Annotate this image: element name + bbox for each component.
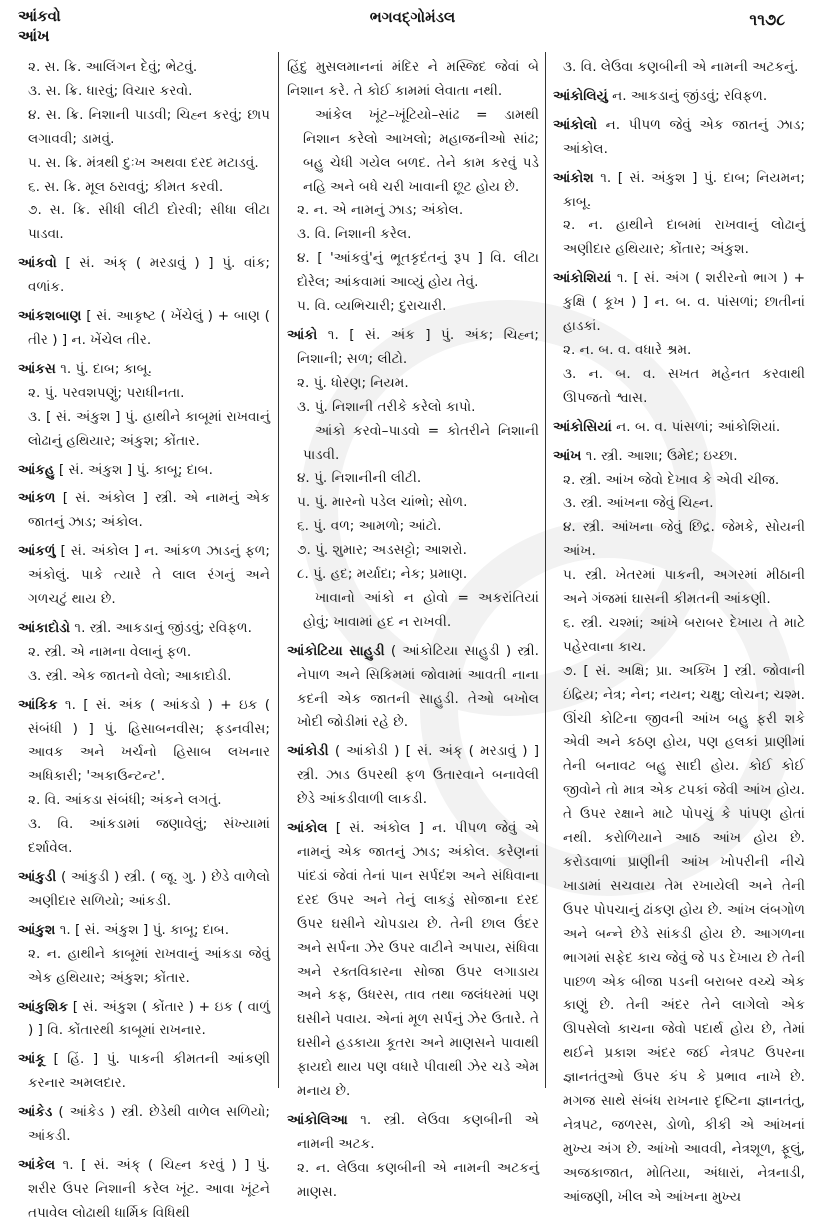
definition-text: ૪. સ્ત્રી. આંખના જેવું છિદ્ર. જેમકે, સોયની આંખ. xyxy=(563,519,805,560)
entry-sense xyxy=(287,247,539,295)
dictionary-entry xyxy=(18,996,270,1044)
headword: આંકૂ xyxy=(18,1051,45,1068)
definition-text: ૨. પું. ધોરણ; નિયમ. xyxy=(297,374,409,391)
definition-text: ( આંકુડી ) સ્ત્રી. ( જૂ. ગુ. ) છેડે વાળેલો અણીદાર સળિયો; આંકડી. xyxy=(28,869,270,909)
headword: આંકોલ xyxy=(287,820,328,837)
definition-text: ૨. સ્ત્રી. આંખ જેવો દેખાવ કે એવી ચીજ. xyxy=(563,471,780,488)
headword: આંકોટિયા સાહુડી xyxy=(287,642,385,659)
entry-sense xyxy=(287,1157,539,1205)
definition-text: [ સં. આકૃષ્ટ ( ખેંચેલું ) + બાણ ( તીર ) ] ન. ખેંચેલ તીર. xyxy=(28,308,270,348)
headword: આંકિક xyxy=(18,696,58,713)
entry-continuation xyxy=(287,56,539,104)
definition-text: ૨. સ્ત્રી. એ નામના વેલાનું ફળ. xyxy=(28,643,192,660)
definition-text: ૪. [ 'આંકવું'નું ભૂતકૃદંતનું રૂપ ] વિ. લીટા દોરેલ; આંકવામાં આવ્યું હોય તેવું. xyxy=(297,250,539,291)
headword: આંકેડ xyxy=(18,1104,53,1121)
entry-sense xyxy=(18,56,270,80)
dictionary-entry xyxy=(553,267,805,339)
guide-word-first: આંકવો xyxy=(18,7,61,25)
definition-text: ૧. [ સં. અંકુશ ] પું. કાબૂ; દાબ. xyxy=(59,921,230,938)
definition-text: ન. પીપળ જેવું એક જાતનું ઝાડ; આંકોલ. xyxy=(563,116,805,157)
definition-text: ૩. વિ. લેઉવા કણબીની એ નામની અટકનું. xyxy=(563,59,799,75)
dictionary-entry xyxy=(18,540,270,612)
definition-text: ૨. ન. હાથીને દાબમાં રાખવાનું લોઢાનું અણીદાર હથિયાર; કોંતાર; અંકુશ. xyxy=(563,217,805,258)
entry-sense xyxy=(553,564,805,612)
dictionary-entry xyxy=(553,167,805,215)
dictionary-entry xyxy=(18,252,270,300)
definition-text: ૩. સ્ત્રી. એક જાતનો વેલો; આકાદોડી. xyxy=(28,667,232,684)
definition-text: ૧. [ સં. અંક ( આંકડો ) + ઇક ( સંબંધી ) ] પું. હિસાબનવીસ; ફડનવીસ; આવક અને ખર્ચનો હિસાબ લખનાર અધિકારી; 'અકાઉન્ટન્ટ'. xyxy=(28,696,270,785)
entry-sense xyxy=(18,176,270,200)
headword: આંકોલિઆ xyxy=(287,1111,348,1128)
definition-text: ૧. સ્ત્રી. આકડાનું જીંડવું; રવિફળ. xyxy=(74,619,252,636)
dictionary-entry xyxy=(287,740,539,812)
headword: આંખ xyxy=(553,447,582,464)
dictionary-entry xyxy=(18,305,270,353)
definition-text: આંકો કરવો–પાડવો = કોતરીને નિશાની પાડવી. xyxy=(303,422,539,463)
headword: આંકળ xyxy=(18,490,56,507)
column-3 xyxy=(553,56,805,1210)
entry-sense xyxy=(553,660,805,1210)
entry-sense xyxy=(287,199,539,223)
definition-text: ૧. [ સં. અંક્ ( ચિહ્ન કરવું ) ] પું. શરીર ઉપર નિશાની કરેલ ખૂંટ. આવા ખૂંટને તપાવેલ લોઢાથી ધાર્મિક વિધિથી xyxy=(28,1156,270,1221)
definition-text: [ સં. અંકોલ ] ન. આંકળ ઝાડનું ફળ; અંકોલું. પાકે ત્યારે તે લાલ રંગનું અને ગળચટું થાય છે. xyxy=(28,543,270,608)
definition-text: ન. આકડાનું જીંડવું; રવિફળ. xyxy=(612,87,768,104)
definition-text: આંકેલ ખૂંટ–ખૂંટિયો–સાંઢ = ડામથી નિશાન કરેલો આખલો; મહાજનીઓ સાંઢ; બહુ ચેધી ગયેલ બળદ. તેને કામ કરવું પડે નહિ અને બધે ચરી ખાવાની છૂટ હોય છે. xyxy=(303,106,539,195)
dictionary-entry xyxy=(18,694,270,790)
definition-text: ૩. સ. ક્રિ. ધારવું; વિચાર કરવો. xyxy=(28,82,193,99)
headword: આંકોશ xyxy=(553,169,594,186)
headword: આંકશબાણ xyxy=(18,308,82,325)
definition-text: ૪. સ. ક્રિ. નિશાની પાડવી; ચિહ્ન કરવું; છાપ લગાવવી; ડામવું. xyxy=(28,106,270,147)
dictionary-entry xyxy=(18,866,270,914)
dictionary-entry xyxy=(18,1101,270,1149)
entry-sense xyxy=(553,516,805,564)
entry-sense xyxy=(553,612,805,660)
entry-sense xyxy=(287,467,539,491)
definition-text: [ હિં. ] પું. પાકની કીમતની આંકણી કરનાર અમલદાર. xyxy=(28,1051,270,1092)
headword: આંકો xyxy=(287,326,318,343)
headword: આંકોલિયું xyxy=(553,87,608,104)
dictionary-entry xyxy=(287,817,539,1104)
definition-text: ૩. [ સં. અંકુશ ] પું. હાથીને કાબૂમાં રાખવાનું લોઢાનું હથિયાર; અંકુશ; કોંતાર. xyxy=(28,408,270,449)
definition-text: [ સં. અંકોલ ] સ્ત્રી. એ નામનું એક જાતનું ઝાડ; અંકોલ. xyxy=(28,490,270,531)
definition-text: ૨. વિ. આંકડા સંબંધી; અંકને લગતું. xyxy=(28,792,222,809)
idiom xyxy=(287,420,539,468)
column-1 xyxy=(18,56,270,1226)
entry-sense xyxy=(553,214,805,262)
definition-text: ન. બ. વ. પાંસળાં; આંકોશિયાં. xyxy=(616,418,781,435)
entry-sense xyxy=(287,295,539,319)
dictionary-entry xyxy=(287,324,539,372)
definition-text: [ સં. અંકુશ ] પું. કાબૂ; દાબ. xyxy=(58,461,213,478)
headword: આંકુશિક xyxy=(18,998,69,1015)
dictionary-entry xyxy=(18,919,270,943)
entry-sense xyxy=(287,223,539,247)
definition-text: ( આંકેડ ) સ્ત્રી. છેડેથી વાળેલ સળિયો; આંકડી. xyxy=(28,1104,270,1145)
entry-sense xyxy=(553,56,805,80)
dictionary-entry xyxy=(18,1154,270,1226)
dictionary-entry xyxy=(553,445,805,469)
definition-text: ૨. ન. બ. વ. વધારે શ્રમ. xyxy=(563,341,692,358)
definition-text: હિંદુ મુસલમાનનાં મંદિર ને મસ્જિદ જેવાં બે નિશાન કરે. તે કોઈ કામમાં લેવાતા નથી. xyxy=(287,59,539,99)
entry-sense xyxy=(18,80,270,104)
definition-text: ૩. પું. નિશાની તરીકે કરેલો કાપો. xyxy=(297,398,476,415)
entry-sense xyxy=(18,199,270,247)
dictionary-entry xyxy=(18,358,270,382)
definition-text: ૩. વિ. નિશાની કરેલ. xyxy=(297,226,412,243)
definition-text: ૩. વિ. આંકડામાં જણાવેલું; સંખ્યામાં દર્શાવેલ. xyxy=(28,816,270,857)
entry-sense xyxy=(287,491,539,515)
definition-text: [ સં. અંક્ ( મરડાવું ) ] પું. વાંક; વળાંક. xyxy=(28,255,270,296)
definition-text: ( આંકોડી ) [ સં. અંક્ ( મરડાવું ) ] સ્ત્રી. ઝાડ ઉપરથી ફળ ઉતારવાને બનાવેલી છેડે આંકડીવાળી લાકડી. xyxy=(297,743,539,808)
definition-text: ૧. [ સં. અંકુશ ] પું. દાબ; નિયમન; કાબૂ. xyxy=(563,169,805,210)
entry-sense xyxy=(18,641,270,665)
entry-sense xyxy=(553,492,805,516)
definition-text: ૧. સ્ત્રી. લેઉવા કણબીની એ નામની અટક. xyxy=(297,1111,539,1152)
headword: આંકુડી xyxy=(18,869,57,885)
headword: આંકુશ xyxy=(18,921,56,938)
definition-text: ૫. પું. મારનો પડેલ ચાંભો; સોળ. xyxy=(297,494,468,511)
definition-text: ૨. ન. લેઉવા કણબીની એ નામની અટકનું માણસ. xyxy=(297,1159,539,1200)
headword: આંકેલ xyxy=(18,1156,56,1173)
dictionary-entry xyxy=(287,1109,539,1157)
dictionary-entry xyxy=(18,459,270,483)
definition-text: ૫. સ્ત્રી. ખેતરમાં પાકની, અગરમાં મીઠાની અને ગંજમાં ઘાસની કીમતની આંકણી. xyxy=(563,567,805,608)
definition-text: ૭. [ સં. અક્ષિ; પ્રા. અક્ખિ ] સ્ત્રી. જોવાની ઇંદ્રિય; નેત્ર; નેન; નયન; ચક્ષુ; લોચન; ચશ્મ. ઊંચી કોટિના જીવની આંખ બહુ ફરી શકે એવી અને કઠણ હોય, પણ હલકાં પ્રાણીમાં તેની બનાવટ બહુ સાદી હોય. કોઈ કોઈ જીવોને તો માત્ર એક ટપકાં જેવી આંખ હોય. તે ઉપર રક્ષાને માટે પોપચું કે પાંપણ હોતાં નથી. કરોળિયાને આઠ આંખ હોય છે. કરોડવાળાં પ્રાણીની આંખ ખોપરીની નીચે ખાડામાં સચવાય તેમ રખાયેલી અને તેની ઉપર પોપચાનું ઢાંકણ હોય છે. આંખ લંબગોળ અને બન્ને છેડે સાંકડી હોય છે. આગળના ભાગમાં સફેદ કાચ જેવું જે પડ દેખાય છે તેની પાછળ એક બીજા પડની બરાબર વચ્ચે એક કાણું છે. તેની અંદર તેને લાગેલો એક ઊપસેલો કાચના જેવો પદાર્થ હોય છે, તેમાં થઈને પ્રકાશ અંદર જઈ નેત્રપટ ઉપરના જ્ઞાનતંતુઓ ઉપર કંપ કે પ્રભાવ નાખે છે. મગજ સાથે સંબંધ રાખનાર દૃષ્ટિના જ્ઞાનતંતુ, નેત્રપટ, જળરસ, ડોળો, કીકી એ આંખનાં મુખ્ય અંગ છે. આંખો આવવી, નેત્રશૂળ, ફૂલું, અજકાજાત, મોતિયા, અંધારાં, નેત્રનાડી, આંજણી, ખીલ એ આંખના મુખ્ય xyxy=(563,662,805,1205)
entry-sense xyxy=(18,406,270,454)
headword: આંકોસિયાં xyxy=(553,418,612,435)
definition-text: ૩. સ્ત્રી. આંખના જેવું ચિહ્ન. xyxy=(563,495,714,512)
entry-sense xyxy=(287,563,539,587)
headword: આંકહુ xyxy=(18,461,55,478)
headword: આંકાદોડો xyxy=(18,619,71,636)
definition-text: ૬. પું. વળ; આમળો; આંટો. xyxy=(297,518,442,535)
definition-text: ખાવાનો આંકો ન હોવો = અકરાંતિયાં હોવું; ખાવામાં હદ ન રાખવી. xyxy=(303,589,539,630)
page-number: ૧૧૭૮ xyxy=(749,10,785,29)
definition-text: ( આંકોટિયા સાહુડી ) સ્ત્રી. નેપાળ અને સિકિમમાં જોવામાં આવતી નાના કદની એક જાતની સાહુડી. તેઓ બખોલ ખોદી જોડીમાં રહે છે. xyxy=(297,642,539,731)
definition-text: ૫. વિ. વ્યભિચારી; દુરાચારી. xyxy=(297,298,447,315)
entry-sense xyxy=(553,469,805,493)
definition-text: ૭. સ. ક્રિ. સીધી લીટી દોરવી; સીધા લીટા પાડવા. xyxy=(28,202,270,243)
entry-sense xyxy=(18,104,270,152)
dictionary-entry xyxy=(553,114,805,162)
dictionary-entry xyxy=(18,487,270,535)
headword: આંકોડી xyxy=(287,743,329,760)
entry-sense xyxy=(18,943,270,991)
dictionary-entry xyxy=(553,416,805,440)
entry-sense xyxy=(553,363,805,411)
definition-text: ૨. પું. પરવશપણું; પરાધીનતા. xyxy=(28,384,185,401)
guide-word-last: આંખ xyxy=(18,27,50,45)
entry-sense xyxy=(553,339,805,363)
dictionary-entry xyxy=(553,85,805,109)
entry-sense xyxy=(18,152,270,176)
entry-sense xyxy=(287,396,539,420)
definition-text: ૨. ન. હાથીને કાબૂમાં રાખવાનું આંકડા જેવું એક હથિયાર; અંકુશ; કોંતાર. xyxy=(28,945,270,986)
entry-sense xyxy=(18,665,270,689)
entry-sense xyxy=(18,813,270,861)
definition-text: ૫. સ. ક્રિ. મંત્રથી દુઃખ અથવા દરદ મટાડવું. xyxy=(28,154,259,171)
dictionary-entry xyxy=(18,1048,270,1096)
entry-sense xyxy=(287,372,539,396)
page-title: ભગવદ્ગોમંડલ xyxy=(369,8,456,26)
entry-sense xyxy=(287,539,539,563)
column-divider xyxy=(545,52,546,1088)
definition-text: ૬. સ. ક્રિ. મૂલ ઠરાવવું; કીમત કરવી. xyxy=(28,178,224,195)
column-2 xyxy=(287,56,539,1205)
definition-text: ૧. પું. દાબ; કાબૂ. xyxy=(60,360,152,377)
headword: આંકોલો xyxy=(553,116,597,133)
definition-text: ૪. પું. નિશાનીની લીટી. xyxy=(297,470,422,487)
dictionary-entry xyxy=(287,640,539,736)
definition-text: ૭. પું. શુમાર; અડસટ્ટો; આશરો. xyxy=(297,542,467,559)
idiom xyxy=(287,104,539,200)
entry-sense xyxy=(287,515,539,539)
entry-sense xyxy=(18,382,270,406)
definition-text: ૧. [ સં. અંગ ( શરીરનો ભાગ ) + કુક્ષિ ( કૂખ ) ] ન. બ. વ. પાંસળાં; છાતીનાં હાડકાં. xyxy=(563,270,805,335)
headword: આંકળું xyxy=(18,543,56,560)
definition-text: ૩. ન. બ. વ. સખત મહેનત કરવાથી ઊપજતો શ્વાસ. xyxy=(563,365,805,406)
definition-text: [ સં. અંકોલ ] ન. પીપળ જેવું એ નામનું એક જાતનું ઝાડ; અંકોલ. કરેણનાં પાંદડાં જેવાં તેનાં પાન સર્પદંશ અને સંધિવાના દરદ ઉપર અને તેનું લાકડું સોજાના દરદ ઉપર ઘસીને ચોપડાય છે. તેની છાલ ઉંદર અને સર્પના ઝેર ઉપર વાટીને અપાય, સંધિવા અને રક્તવિકારના સોજા ઉપર લગાડાય અને કફ, ઉધરસ, તાવ તથા જલંધરમાં પણ ઘસીને પવાય. એનાં મૂળ સર્પનું ઝેર ઉતારે. તે ઘસીને હડકાયા કૂતરા અને માણસને પાવાથી ફાયદો થાય પણ વધારે પીવાથી ઝેર ચડે એમ મનાય છે. xyxy=(297,820,539,1100)
dictionary-entry xyxy=(18,617,270,641)
headword: આંકવો xyxy=(18,255,57,272)
idiom xyxy=(287,587,539,635)
definition-text: ૧. સ્ત્રી. આશા; ઉમેદ; ઇચ્છા. xyxy=(585,447,738,464)
definition-text: ૬. સ્ત્રી. ચશ્માં; આંખે બરાબર દેખાય તે માટે પહેરવાના કાચ. xyxy=(563,614,805,655)
headword: આંકસ xyxy=(18,360,56,377)
definition-text: ૨. સ. ક્રિ. આલિંગન દેવું; ભેટવું. xyxy=(28,59,198,75)
definition-text: [ સં. અંકુશ ( કોંતાર ) + ઇક ( વાળું ) ] વિ. કોંતારથી કાબૂમાં રાખનાર. xyxy=(28,998,270,1039)
headword: આંકોશિયાં xyxy=(553,270,612,287)
definition-text: ૨. ન. એ નામનું ઝાડ; અંકોલ. xyxy=(297,202,464,219)
definition-text: ૮. પું. હદ; મર્યાદા; નેક; પ્રમાણ. xyxy=(297,566,468,583)
entry-sense xyxy=(18,789,270,813)
column-divider xyxy=(278,52,279,1088)
definition-text: ૧. [ સં. અંક ] પું. અંક; ચિહ્ન; નિશાની; સળ; લીટો. xyxy=(297,326,539,367)
